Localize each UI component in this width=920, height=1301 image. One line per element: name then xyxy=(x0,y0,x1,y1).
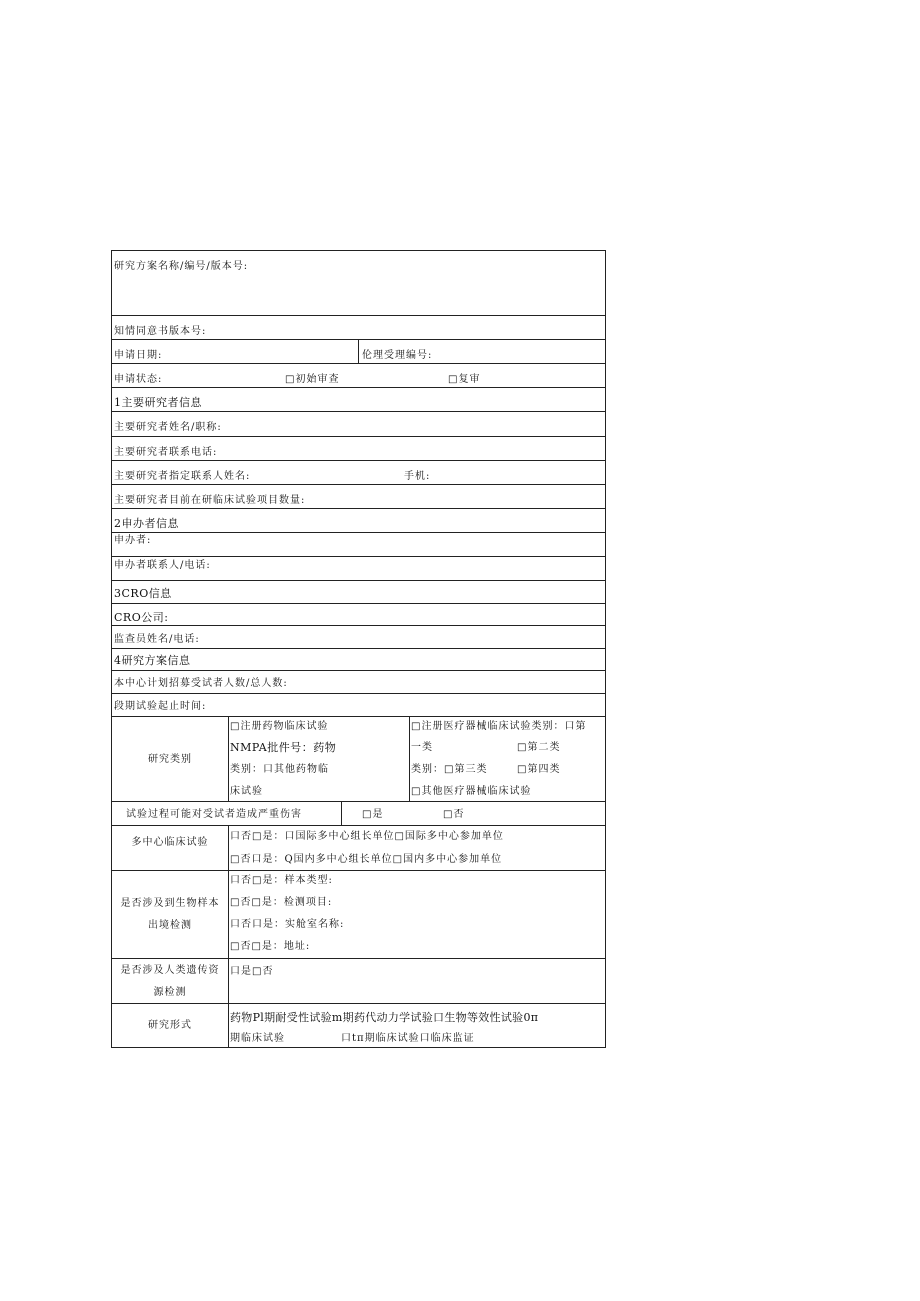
sponsor-section-title: 2申办者信息 xyxy=(114,517,179,530)
protocol-label: 研究方案名称/编号/版本号: xyxy=(114,261,249,272)
row-pi-projects xyxy=(112,485,606,509)
international-multicenter-options[interactable]: 口否□是：口国际多中心组长单位□国际多中心参加单位 xyxy=(230,831,504,842)
row-multicenter xyxy=(112,826,606,871)
divider xyxy=(228,871,229,958)
row-harm xyxy=(112,802,606,826)
row-study-type xyxy=(112,717,606,802)
biosample-label xyxy=(112,871,228,959)
study-form-options-line1[interactable]: 药物Pl期耐受性试验m期药代动力学试验口生物等效性试验0π xyxy=(230,1011,539,1024)
cro-company-label: CRO公司: xyxy=(114,611,169,624)
row-cro-company xyxy=(112,604,606,626)
multicenter-label: 多中心临床试验 xyxy=(131,837,209,848)
apply-status-label: 申请状态: xyxy=(114,374,163,385)
device-class-1: 一类 xyxy=(411,742,433,753)
biosample-label-line2: 出境检测 xyxy=(148,920,192,931)
status-review-checkbox[interactable]: □复审 xyxy=(448,374,481,385)
ethics-no-label: 伦理受理编号: xyxy=(362,350,433,361)
genetic-label-line1: 是否涉及人类遗传资 xyxy=(120,964,220,976)
other-device-checkbox[interactable]: □其他医疗器械临床试验 xyxy=(411,786,532,797)
apply-date-label: 申请日期: xyxy=(114,350,163,361)
divider xyxy=(341,802,342,825)
pi-projects-label: 主要研究者目前在研临床试验项目数量: xyxy=(114,495,306,506)
row-study-form xyxy=(112,1004,606,1048)
row-pi-section xyxy=(112,388,606,412)
divider xyxy=(228,959,229,1003)
study-form-options-line2a[interactable]: 期临床试验 xyxy=(230,1033,285,1044)
genetic-label-line2: 源检测 xyxy=(153,986,187,998)
pi-mobile-label: 手机: xyxy=(404,471,431,482)
genetic-label xyxy=(112,959,228,1004)
row-apply-date xyxy=(112,340,606,364)
nmpa-approval-label: NMPA批件号：药物 xyxy=(230,741,337,754)
address-option[interactable]: □否□是：地址: xyxy=(230,941,311,952)
divider xyxy=(358,340,359,363)
pi-section-title: 1主要研究者信息 xyxy=(114,396,202,409)
row-cro-section xyxy=(112,581,606,604)
divider xyxy=(228,826,229,870)
row-pi-phone xyxy=(112,437,606,461)
domestic-multicenter-options[interactable]: □否口是：Q国内多中心组长单位□国内多中心参加单位 xyxy=(230,854,503,865)
device-class-4-checkbox[interactable]: □第四类 xyxy=(517,764,561,775)
pi-name-label: 主要研究者姓名/职称: xyxy=(114,422,222,433)
row-pi-contact xyxy=(112,461,606,485)
biosample-label-line1: 是否涉及到生物样本 xyxy=(120,898,220,909)
row-sponsor-section xyxy=(112,509,606,533)
divider xyxy=(228,717,229,801)
row-monitor xyxy=(112,626,606,649)
row-protocol xyxy=(112,251,606,316)
cro-section-title: 3CRO信息 xyxy=(114,587,172,600)
harm-no-checkbox[interactable]: □否 xyxy=(443,809,465,820)
row-consent-version xyxy=(112,316,606,340)
sponsor-contact-label: 申办者联系人/电话: xyxy=(114,560,211,571)
study-section-title: 4研究方案信息 xyxy=(114,654,191,667)
lab-name-option[interactable]: 口否口是：实舱室名称: xyxy=(230,919,345,930)
monitor-label: 监查员姓名/电话: xyxy=(114,634,200,645)
sample-type-option[interactable]: 口否□是：样本类型: xyxy=(230,875,333,886)
row-biosample xyxy=(112,871,606,959)
device-class-3-checkbox[interactable]: 类别：□第三类 xyxy=(411,764,488,775)
device-class-2-checkbox[interactable]: □第二类 xyxy=(517,742,561,753)
other-drug-checkbox[interactable]: 类别：口其他药物临 xyxy=(230,764,329,775)
divider xyxy=(409,717,410,801)
study-form-options-line2b[interactable]: 口tπ期临床试验口临床监证 xyxy=(341,1033,475,1044)
row-enroll xyxy=(112,671,606,694)
row-genetic xyxy=(112,959,606,1004)
row-study-section xyxy=(112,649,606,671)
divider xyxy=(228,1004,229,1047)
harm-yes-checkbox[interactable]: □是 xyxy=(362,809,384,820)
row-period xyxy=(112,694,606,717)
test-item-option[interactable]: □否□是：检测项目: xyxy=(230,897,333,908)
status-initial-checkbox[interactable]: □初始审查 xyxy=(285,374,340,385)
drug-registered-checkbox[interactable]: □注册药物临床试验 xyxy=(230,721,329,732)
consent-version-label: 知情同意书版本号: xyxy=(114,326,207,337)
harm-label: 试验过程可能对受试者造成严重伤害 xyxy=(126,809,302,820)
sponsor-label: 申办者: xyxy=(114,535,152,546)
pi-phone-label: 主要研究者联系电话: xyxy=(114,447,218,458)
genetic-options[interactable]: 口是□否 xyxy=(230,966,274,977)
period-label: 段期试验起止时间: xyxy=(114,701,207,712)
row-sponsor xyxy=(112,533,606,557)
application-form-table xyxy=(111,250,606,1048)
row-apply-status xyxy=(112,364,606,388)
pi-contact-label: 主要研究者指定联系人姓名: xyxy=(114,471,251,482)
row-pi-name xyxy=(112,412,606,437)
enroll-label: 本中心计划招募受试者人数/总人数: xyxy=(114,678,288,689)
other-drug-checkbox-cont: 床试验 xyxy=(230,786,263,797)
device-registered-checkbox[interactable]: □注册医疗器械临床试验类别：口第 xyxy=(411,721,587,732)
study-form-label: 研究形式 xyxy=(148,1020,192,1031)
row-sponsor-contact xyxy=(112,557,606,581)
study-type-label: 研究类别 xyxy=(148,753,192,765)
